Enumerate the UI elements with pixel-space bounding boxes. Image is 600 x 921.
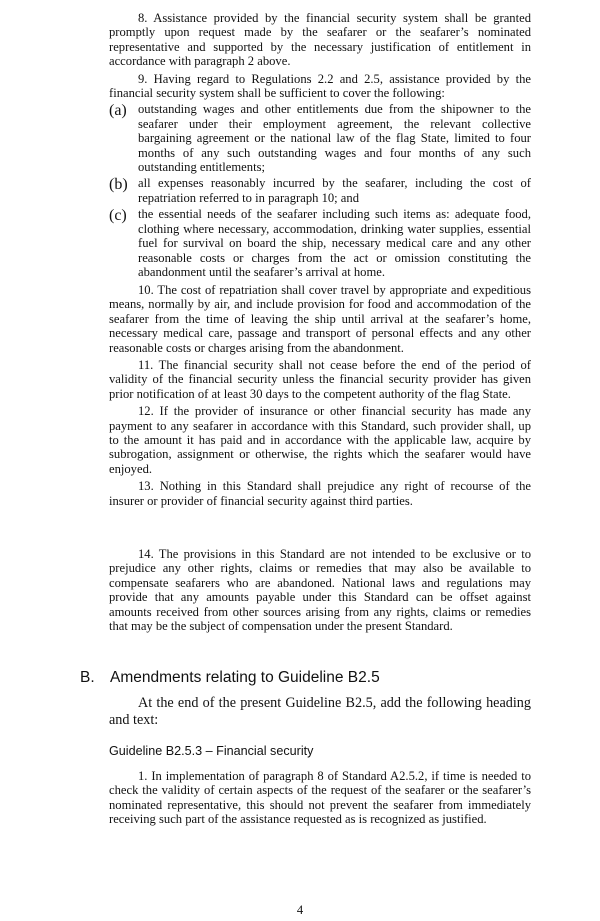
paragraph-10: 10. The cost of repatriation shall cover travel by appropriate and expeditious means, normally by air, and include provision for food and accommodation of the seafarer from the time of leaving the ship until arrival at the seafarer’s home, necessary medical care, passage and transport of personal effects and any other reasonable costs or charges arising from the abandonment. [109,283,531,355]
page-number: 4 [296,903,304,917]
section-b-heading [80,669,380,687]
section-letter: B. [80,669,95,686]
list-item-text: outstanding wages and other entitlements due from the shipowner to the seafarer under their employment agreement, the relevant collective bargaining agreement or the national law of the flag State, limited to four months of any such outstanding wages and four months of any such outstanding entitlements; [138,102,531,175]
paragraph-12: 12. If the provider of insurance or other financial security has made any payment to any seafarer in accordance with this Standard, such provider shall, up to the amount it has paid and in accordance with the applicable law, acquire by subrogation, assignment or otherwise, the rights which the seafarer would have enjoyed. [109,404,531,476]
list-item-a [109,102,531,174]
paragraphs-10-13 [109,283,531,508]
paragraph-9: 9. Having regard to Regulations 2.2 and 2.5, assistance provided by the financial security system shall be sufficient to cover the following: [109,71,531,101]
paragraph-13: 13. Nothing in this Standard shall prejudice any right of recourse of the insurer or provider of financial security against third parties. [109,479,531,508]
list-item-label: (b) [109,176,128,194]
list-item-c [109,207,531,279]
list-item-text: all expenses reasonably incurred by the seafarer, including the cost of repatriation referred to in paragraph 10; and [138,176,531,205]
list-item-text: the essential needs of the seafarer including such items as: adequate food, clothing where necessary, accommodation, drinking water supplies, essential fuel for survival on board the ship, necessary medical care and any other reasonable costs or charges from the act or omission constituting the abandonment until the seafarer’s arrival at home. [138,207,531,279]
guideline-paragraph-1: 1. In implementation of paragraph 8 of Standard A2.5.2, if time is needed to check the validity of certain aspects of the request of the seafarer or the seafarer’s nominated representative, this should not prevent the seafarer from immediately receiving such part of the assistance requested as is recognized as justified. [109,769,531,827]
paragraph-14-block [109,547,531,633]
guideline-subheading: Guideline B2.5.3 – Financial security [109,744,314,758]
paragraph-14: 14. The provisions in this Standard are not intended to be exclusive or to prejudice any other rights, claims or remedies that may also be available to compensate seafarers who are abandoned. National laws and regulations may provide that any amounts payable under this Standard can be offset against amounts received from other sources arising from any rights, claims or remedies that may be the subject of compensation under the present Standard. [109,547,531,634]
section-b-body [109,695,531,827]
list-item-label: (a) [109,102,127,120]
paragraph-11: 11. The financial security shall not cease before the end of the period of validity of the financial security unless the financial security provider has given prior notification of at least 30 days to the competent authority of the flag State. [109,358,531,401]
list-item-label: (c) [109,207,127,225]
paragraphs-8-9 [109,11,531,279]
list-item-b [109,176,531,205]
paragraph-8: 8. Assistance provided by the financial security system shall be granted promptly upon request made by the seafarer or the seafarer’s nominated representative and supported by the necessary justification of entitlement in accordance with paragraph 2 above. [109,11,531,69]
section-title: Amendments relating to Guideline B2.5 [110,669,380,686]
section-b-intro: At the end of the present Guideline B2.5, add the following heading and text: [109,695,531,728]
